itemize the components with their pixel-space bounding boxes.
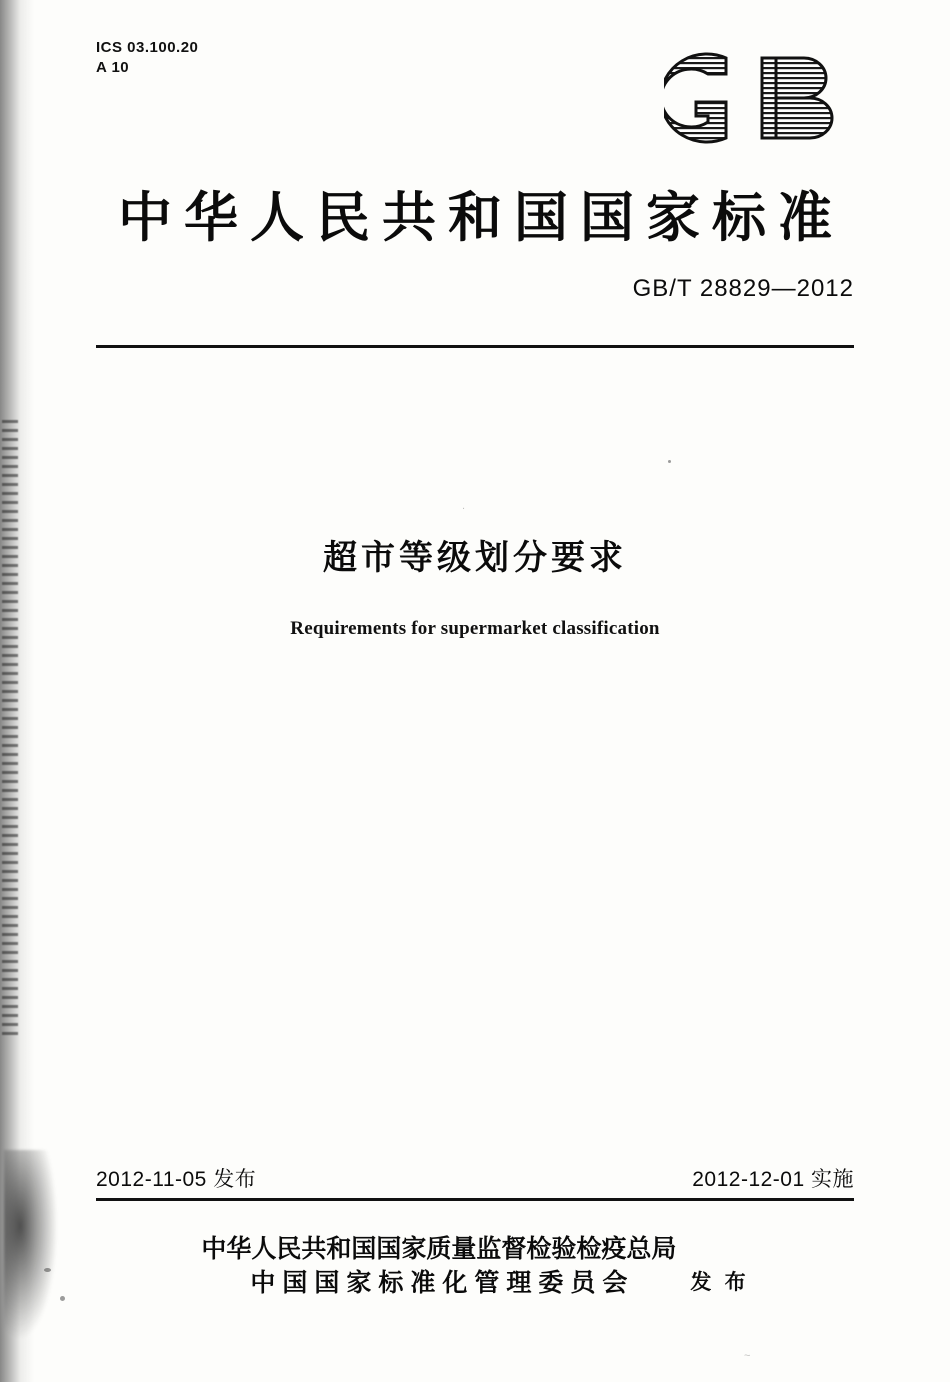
publish-label: 发 布 <box>690 1270 749 1294</box>
divider-top <box>96 345 854 348</box>
publisher-name-secondary: 中国国家标准化管理委员会 <box>250 1268 635 1297</box>
effective-date: 2012-12-01 实施 <box>692 1168 854 1191</box>
publisher-name-primary: 中华人民共和国国家质量监督检验检疫总局 <box>201 1234 677 1263</box>
ics-classification-block <box>96 38 198 78</box>
scan-faint-mark: ~ <box>744 1350 751 1362</box>
ics-number: ICS 03.100.20 <box>96 39 199 56</box>
page-title: 中华人民共和国国家标准 <box>118 186 844 249</box>
gb-emblem-icon <box>664 52 854 144</box>
document-title-english: Requirements for supermarket classification <box>290 618 660 639</box>
document-title-chinese: 超市等级划分要求 <box>323 538 627 578</box>
divider-bottom <box>96 1198 854 1201</box>
ccs-code: A 10 <box>96 59 130 76</box>
issue-date: 2012-11-05 发布 <box>96 1168 257 1191</box>
publisher-block <box>0 1232 950 1300</box>
scan-faint-mark: . <box>462 500 466 512</box>
standard-number: GB/T 28829—2012 <box>632 275 854 302</box>
